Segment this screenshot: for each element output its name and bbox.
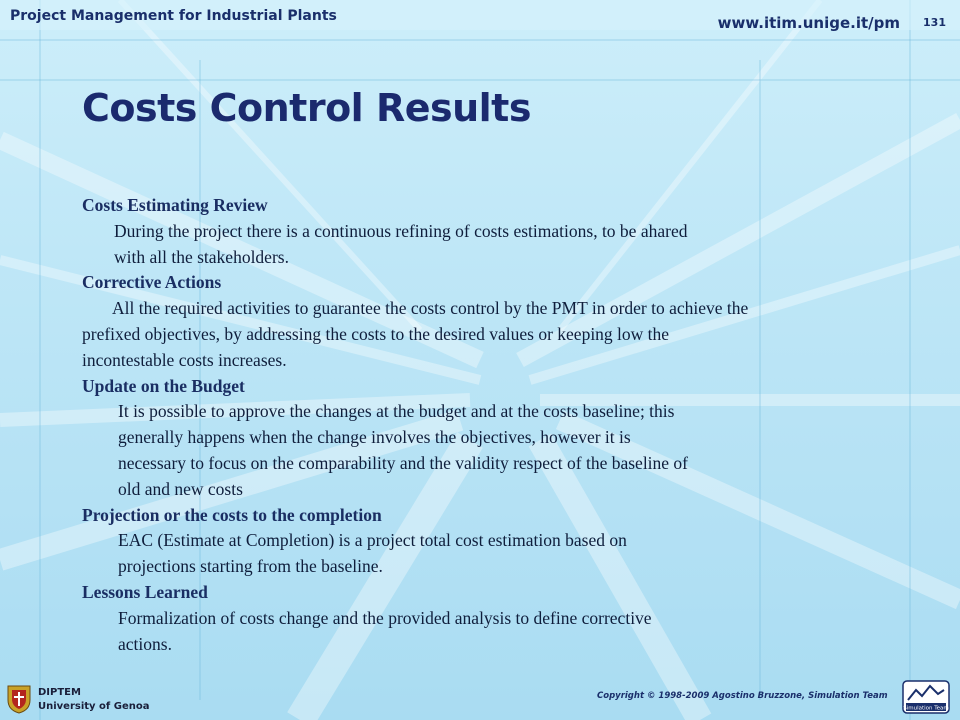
section-heading-costs-estimating: Costs Estimating Review	[82, 195, 268, 215]
course-url-link[interactable]: www.itim.unige.it/pm	[717, 14, 900, 32]
body-line: Formalization of costs change and the provided analysis to define corrective	[118, 607, 652, 628]
body-line: All the required activities to guarantee the costs control by the PMT in order to achieve the	[112, 298, 749, 319]
body-line: old and new costs	[118, 478, 243, 499]
body-line: projections starting from the baseline.	[118, 556, 383, 577]
course-title: Project Management for Industrial Plants	[10, 8, 337, 24]
section-heading-corrective-actions: Corrective Actions	[82, 272, 222, 293]
university-crest-icon	[6, 684, 32, 714]
body-line: incontestable costs increases.	[82, 349, 287, 370]
body-line: During the project there is a continuous refining of costs estimations, to be ahared	[114, 220, 688, 241]
copyright-notice: Copyright © 1998-2009 Agostino Bruzzone, Simulation Team	[597, 691, 888, 701]
body-line: generally happens when the change involves the objectives, however it is	[118, 427, 631, 448]
slide-title: Costs Control Results	[82, 86, 531, 130]
section-heading-lessons-learned: Lessons Learned	[82, 581, 208, 602]
simulation-team-logo-icon	[902, 680, 950, 714]
body-line: actions.	[118, 633, 172, 654]
body-line: prefixed objectives, by addressing the costs to the desired values or keeping low the	[82, 323, 670, 344]
department-name: DIPTEM	[38, 687, 81, 698]
body-line: EAC (Estimate at Completion) is a project total cost estimation based on	[118, 530, 627, 551]
sim-logo-text: Simulation Team	[903, 705, 949, 712]
slide-body	[82, 193, 902, 657]
university-name: University of Genoa	[38, 701, 150, 712]
body-line: necessary to focus on the comparability and the validity respect of the baseline of	[118, 452, 689, 473]
body-line: with all the stakeholders.	[114, 246, 289, 267]
department-label	[38, 686, 150, 714]
section-heading-update-budget: Update on the Budget	[82, 375, 245, 396]
section-heading-projection: Projection or the costs to the completion	[82, 504, 382, 525]
body-line: It is possible to approve the changes at the budget and at the costs baseline; this	[118, 401, 675, 422]
page-number: 131	[923, 16, 946, 29]
